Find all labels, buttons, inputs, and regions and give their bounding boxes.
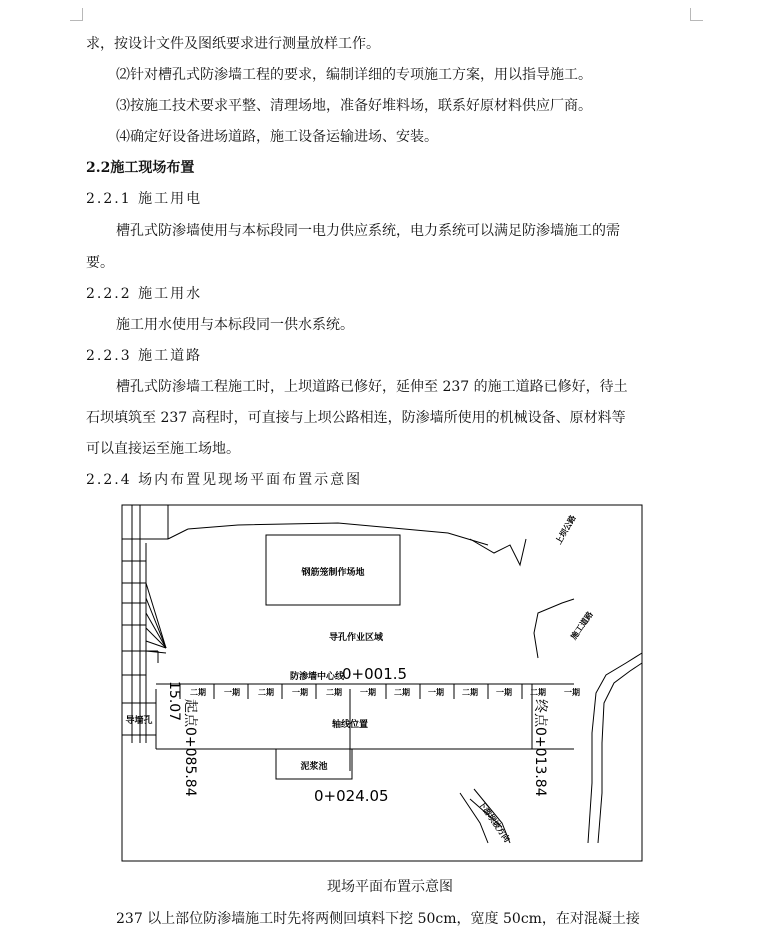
road-curb	[598, 663, 642, 843]
diagram-frame	[122, 505, 642, 861]
road-line	[470, 539, 526, 565]
phase-label: 一期	[496, 688, 512, 697]
paragraph-line: 237 以上部位防渗墙施工时先将两侧回填料下挖 50cm，宽度 50cm，在对混凝土接	[116, 911, 640, 927]
phase-label: 二期	[326, 688, 342, 697]
left-box-label: 导墙孔	[125, 716, 153, 726]
road-curb	[588, 653, 642, 843]
corner-mark-right	[690, 8, 703, 21]
phase-label: 一期	[224, 688, 240, 697]
figure-caption: 现场平面布置示意图	[327, 879, 453, 895]
left-end-station: 起点0+085.84	[182, 699, 198, 797]
subsection-heading: 2.2.4 场内布置见现场平面布置示意图	[86, 472, 363, 488]
phase-label: 二期	[190, 688, 206, 697]
station-top-label: 0+001.5	[342, 665, 408, 683]
paragraph-line: 施工用水使用与本标段同一供水系统。	[116, 317, 354, 333]
phase-label: 二期	[394, 688, 410, 697]
road-label: 下游坝坡方向	[476, 799, 512, 844]
corner-mark-left	[70, 8, 83, 21]
paragraph-line: 可以直接运至施工场地。	[86, 441, 240, 457]
rebar-yard-label: 钢筋笼制作场地	[301, 568, 365, 578]
station-bottom-label: 0+024.05	[314, 787, 389, 805]
road-label: 施工道路	[569, 609, 595, 642]
wall-position-label: 轴线位置	[331, 720, 369, 730]
phase-label: 一期	[360, 688, 376, 697]
phase-label: 一期	[564, 688, 580, 697]
subsection-heading: 2.2.2 施工用水	[86, 286, 203, 302]
phase-label: 一期	[292, 688, 308, 697]
paragraph-line: 槽孔式防渗墙使用与本标段同一电力供应系统，电力系统可以满足防渗墙施工的需	[116, 223, 620, 239]
site-layout-diagram	[118, 503, 646, 865]
work-zone-label: 导孔作业区域	[328, 633, 384, 643]
right-end-station: 终点0+013.84	[532, 699, 548, 797]
road-line	[534, 599, 574, 658]
list-item: ⑷确定好设备进场道路，施工设备运输进场、安装。	[116, 129, 438, 145]
subsection-heading: 2.2.1 施工用电	[86, 191, 203, 207]
list-item: ⑶按施工技术要求平整、清理场地，准备好堆料场，联系好原材料供应厂商。	[116, 98, 592, 114]
paragraph-line: 求，按设计文件及图纸要求进行测量放样工作。	[86, 36, 380, 52]
phase-label: 二期	[462, 688, 478, 697]
list-item: ⑵针对槽孔式防渗墙工程的要求，编制详细的专项施工方案，用以指导施工。	[116, 67, 592, 83]
paragraph-line: 要。	[86, 255, 114, 271]
phase-label: 一期	[428, 688, 444, 697]
paragraph-line: 石坝填筑至 237 高程时，可直接与上坝公路相连，防渗墙所使用的机械设备、原材料等	[86, 410, 626, 426]
slope-line	[188, 523, 488, 545]
section-heading: 2.2施工现场布置	[86, 160, 195, 176]
slurry-pit-label: 泥浆池	[300, 762, 328, 772]
phase-label: 二期	[258, 688, 274, 697]
left-vertical-label: 15.07	[166, 681, 182, 722]
road-label: 上坝公路	[553, 513, 578, 546]
centerline-label: 防渗墙中心线	[290, 672, 345, 682]
subsection-heading: 2.2.3 施工道路	[86, 348, 203, 364]
paragraph-line: 槽孔式防渗墙工程施工时，上坝道路已修好，延伸至 237 的施工道路已修好，待土	[116, 379, 628, 395]
phase-label: 二期	[530, 688, 546, 697]
